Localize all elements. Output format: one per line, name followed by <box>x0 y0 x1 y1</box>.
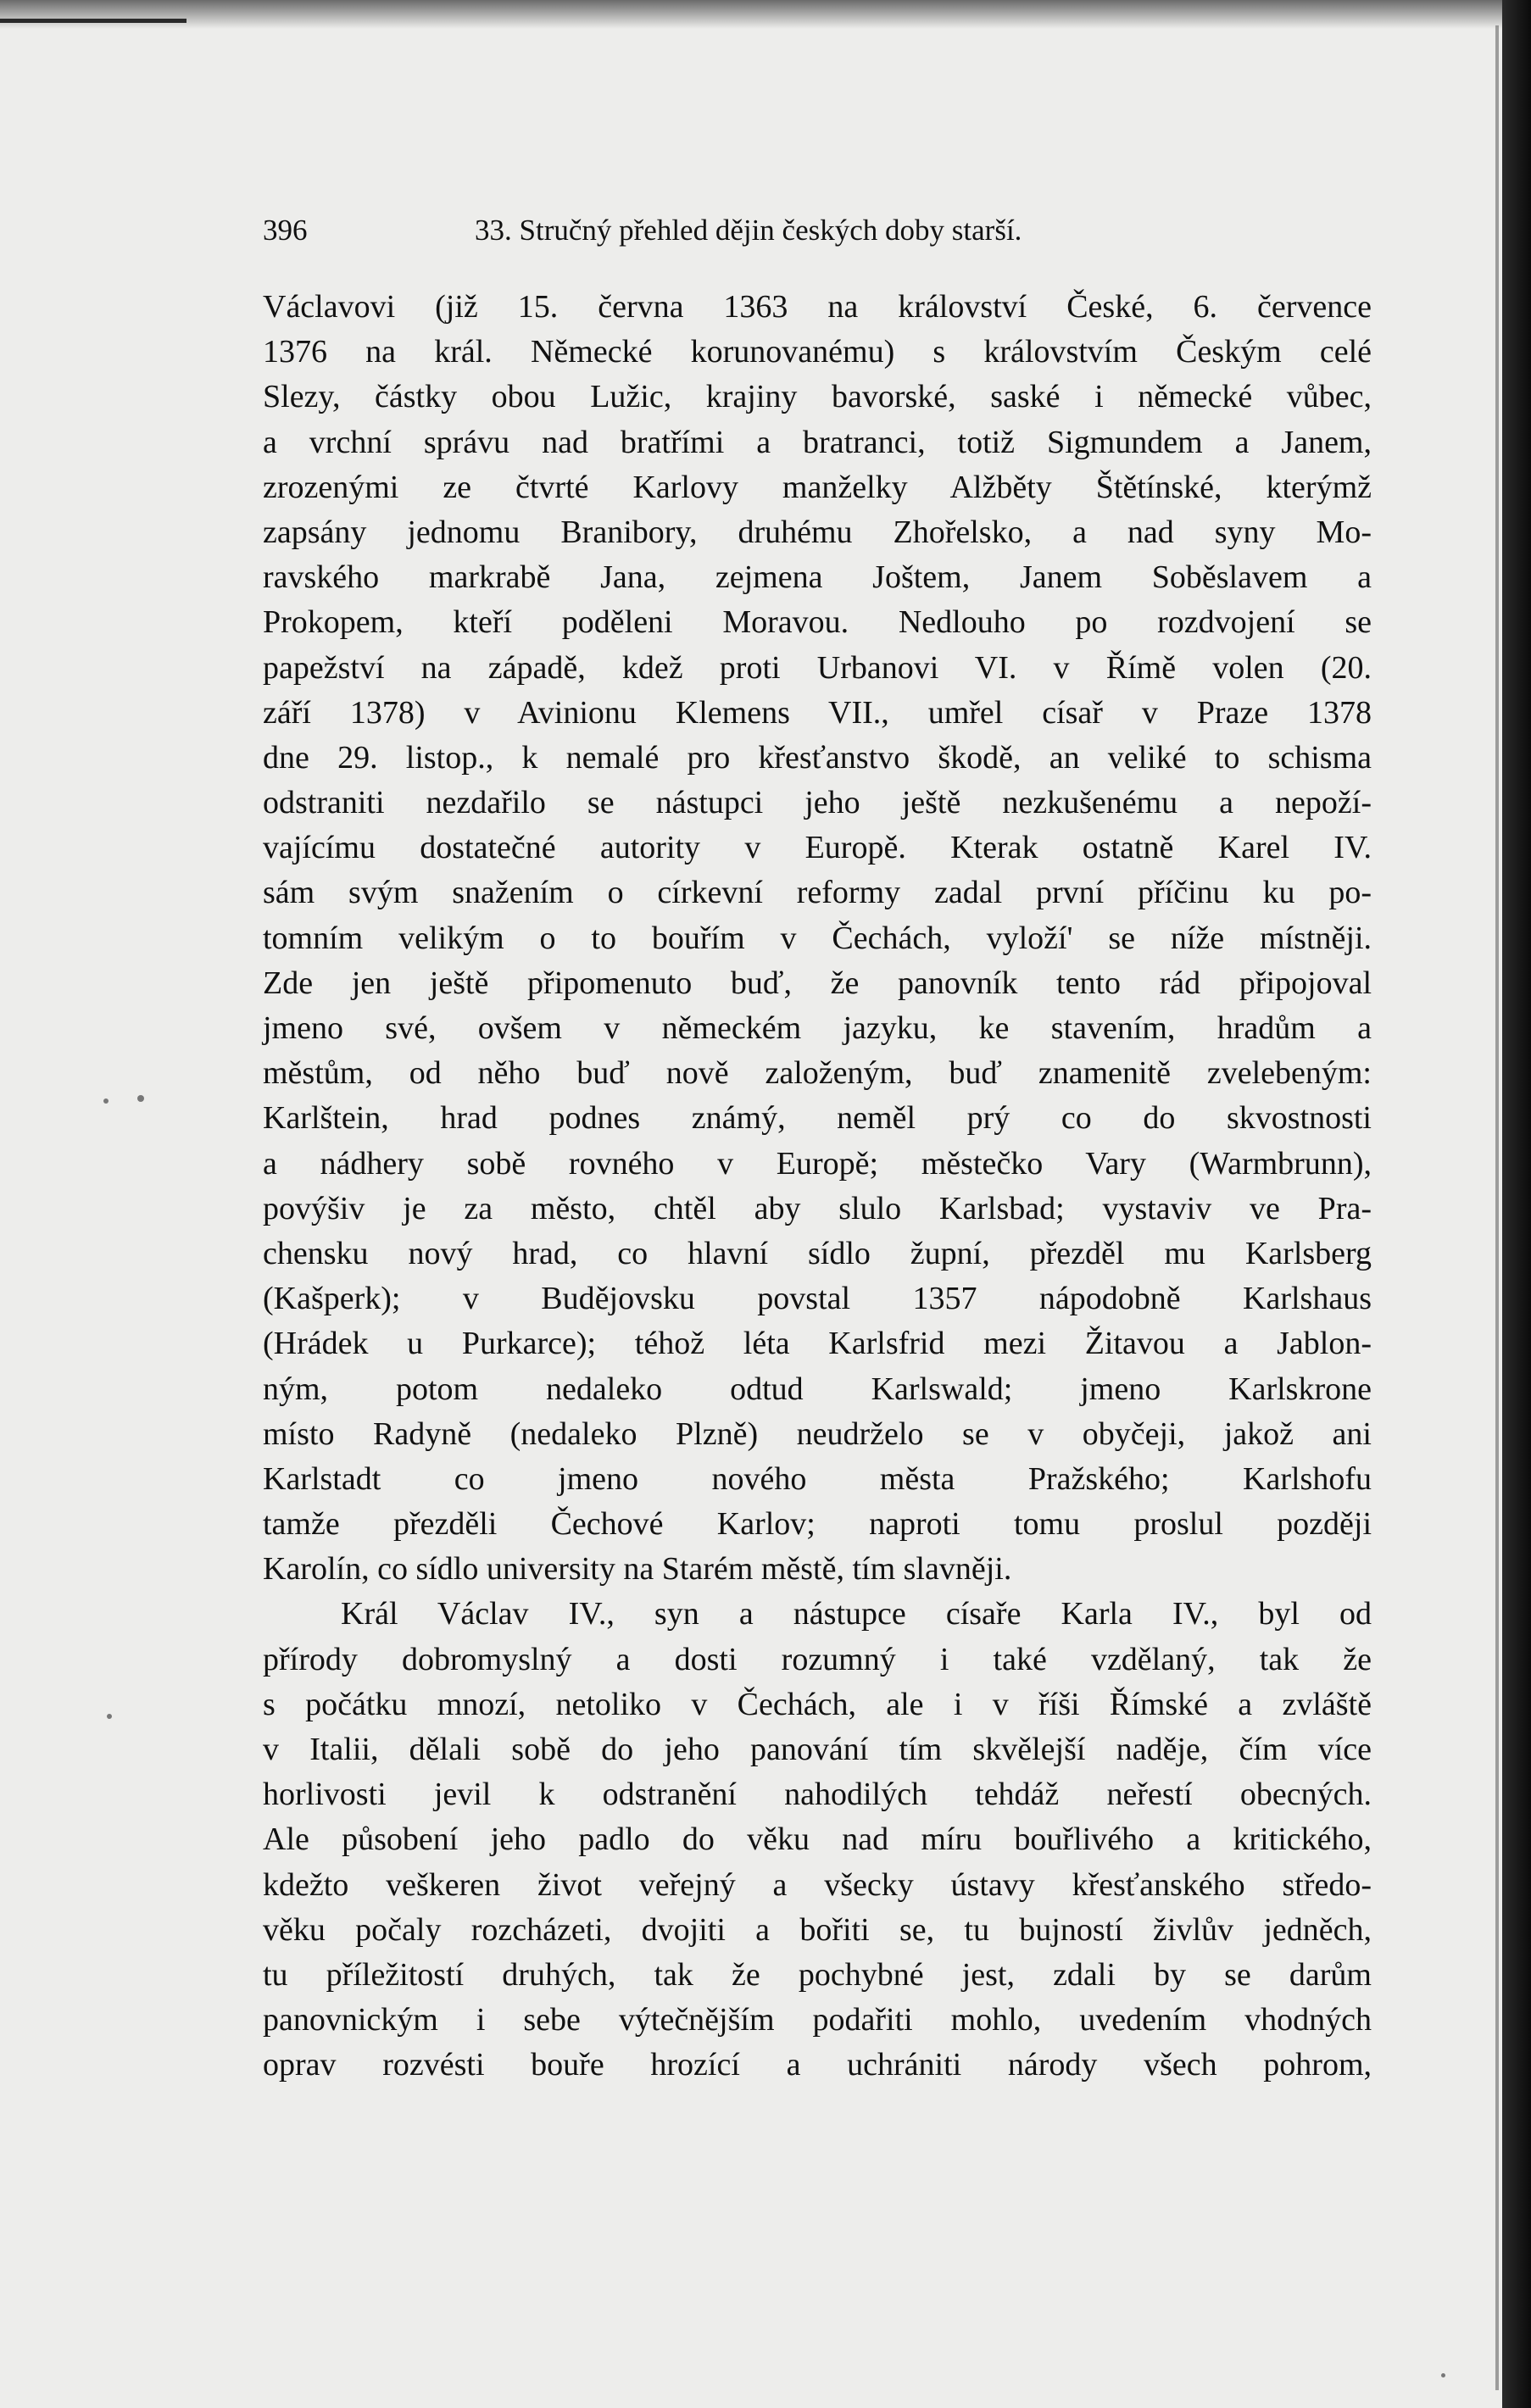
scan-right-border <box>1502 0 1531 2408</box>
text-line: tamže přezděli Čechové Karlov; naproti tomu proslul později <box>263 1506 1372 1543</box>
text-line: 1376 na král. Německé korunovanému) s královstvím Českým celé <box>263 334 1372 370</box>
text-line: (Hrádek u Purkarce); téhož léta Karlsfrid mezi Žitavou a Jablon- <box>263 1326 1372 1362</box>
scan-top-shadow <box>0 0 1502 29</box>
text-line: městům, od něho buď nově založeným, buď znamenitě zvelebeným: <box>263 1055 1372 1092</box>
text-line: papežství na západě, kdež proti Urbanovi VI. v Římě volen (20. <box>263 649 1372 686</box>
text-line: Zde jen ještě připomenuto buď, že panovník tento rád připojoval <box>263 965 1372 1001</box>
text-line: Václavovi (již 15. června 1363 na království České, 6. července <box>263 289 1372 325</box>
scan-speck <box>1441 2373 1445 2377</box>
page-edge-line <box>1495 25 1499 2390</box>
text-line: a nádhery sobě rovného v Europě; městečko Vary (Warmbrunn), <box>263 1145 1372 1182</box>
text-line: věku počaly rozcházeti, dvojiti a bořiti se, tu bujností živlův jedněch, <box>263 1911 1372 1948</box>
text-line: přírody dobromyslný a dosti rozumný i také vzdělaný, tak že <box>263 1641 1372 1677</box>
scan-top-mark <box>0 19 187 23</box>
text-line: vajícímu dostatečné autority v Europě. Kterak ostatně Karel IV. <box>263 830 1372 866</box>
running-title: 33. Stručný přehled dějin českých doby starší. <box>475 214 1022 247</box>
text-line: Ale působení jeho padlo do věku nad míru bouřlivého a kritického, <box>263 1821 1372 1858</box>
text-line: panovnickým i sebe výtečnějším podařiti mohlo, uvedením vhodných <box>263 2002 1372 2038</box>
text-line: chensku nový hrad, co hlavní sídlo župní, přezděl mu Karlsberg <box>263 1235 1372 1271</box>
scan-speck <box>103 1098 109 1104</box>
text-line: kdežto veškeren život veřejný a všecky ústavy křesťanského středo- <box>263 1866 1372 1903</box>
text-line: Karlstadt co jmeno nového města Pražského; Karlshofu <box>263 1460 1372 1497</box>
text-line: horlivosti jevil k odstranění nahodilých tehdáž neřestí obecných. <box>263 1777 1372 1813</box>
text-line: s počátku mnozí, netoliko v Čechách, ale i v říši Římské a zvláště <box>263 1686 1372 1722</box>
text-line: září 1378) v Avinionu Klemens VII., umřel císař v Praze 1378 <box>263 694 1372 731</box>
text-line: povýšiv je za město, chtěl aby slulo Karlsbad; vystaviv ve Pra- <box>263 1190 1372 1226</box>
body-text <box>263 285 1372 2088</box>
text-line: místo Radyně (nedaleko Plzně) neudrželo se v obyčeji, jakož ani <box>263 1415 1372 1452</box>
text-line: Karolín, co sídlo university na Starém městě, tím slavněji. <box>263 1551 1012 1588</box>
page-number: 396 <box>263 214 308 247</box>
scan-speck <box>137 1095 144 1102</box>
text-line: Král Václav IV., syn a nástupce císaře Karla IV., byl od <box>341 1596 1372 1632</box>
text-line: ným, potom nedaleko odtud Karlswald; jmeno Karlskrone <box>263 1371 1372 1407</box>
text-line: Prokopem, kteří poděleni Moravou. Nedlouho po rozdvojení se <box>263 604 1372 641</box>
text-line: Karlštein, hrad podnes známý, neměl prý co do skvostnosti <box>263 1100 1372 1137</box>
text-line: jmeno své, ovšem v německém jazyku, ke stavením, hradům a <box>263 1010 1372 1046</box>
text-line: oprav rozvésti bouře hrozící a uchrániti národy všech pohrom, <box>263 2047 1372 2083</box>
text-line: sám svým snažením o církevní reformy zadal první příčinu ku po- <box>263 875 1372 911</box>
text-line: ravského markrabě Jana, zejmena Joštem, Janem Soběslavem a <box>263 559 1372 596</box>
text-line: zrozenými ze čtvrté Karlovy manželky Alžběty Štětínské, kterýmž <box>263 469 1372 505</box>
text-line: dne 29. listop., k nemalé pro křesťanstvo škodě, an veliké to schisma <box>263 739 1372 776</box>
text-line: tu příležitostí druhých, tak že pochybné jest, zdali by se darům <box>263 1956 1372 1993</box>
text-line: odstraniti nezdařilo se nástupci jeho ještě nezkušenému a nepoží- <box>263 785 1372 821</box>
text-line: zapsány jednomu Branibory, druhému Zhořelsko, a nad syny Mo- <box>263 514 1372 550</box>
page-header <box>263 214 1356 256</box>
text-line: v Italii, dělali sobě do jeho panování tím skvělejší naděje, čím více <box>263 1732 1372 1767</box>
scan-speck <box>107 1714 112 1719</box>
text-line: a vrchní správu nad bratřími a bratranci, totiž Sigmundem a Janem, <box>263 424 1372 460</box>
text-line: Slezy, částky obou Lužic, krajiny bavorské, saské i německé vůbec, <box>263 379 1372 415</box>
text-line: (Kašperk); v Budějovsku povstal 1357 nápodobně Karlshaus <box>263 1281 1372 1317</box>
text-line: tomním velikým o to bouřím v Čechách, vyloží' se níže místněji. <box>263 920 1372 956</box>
